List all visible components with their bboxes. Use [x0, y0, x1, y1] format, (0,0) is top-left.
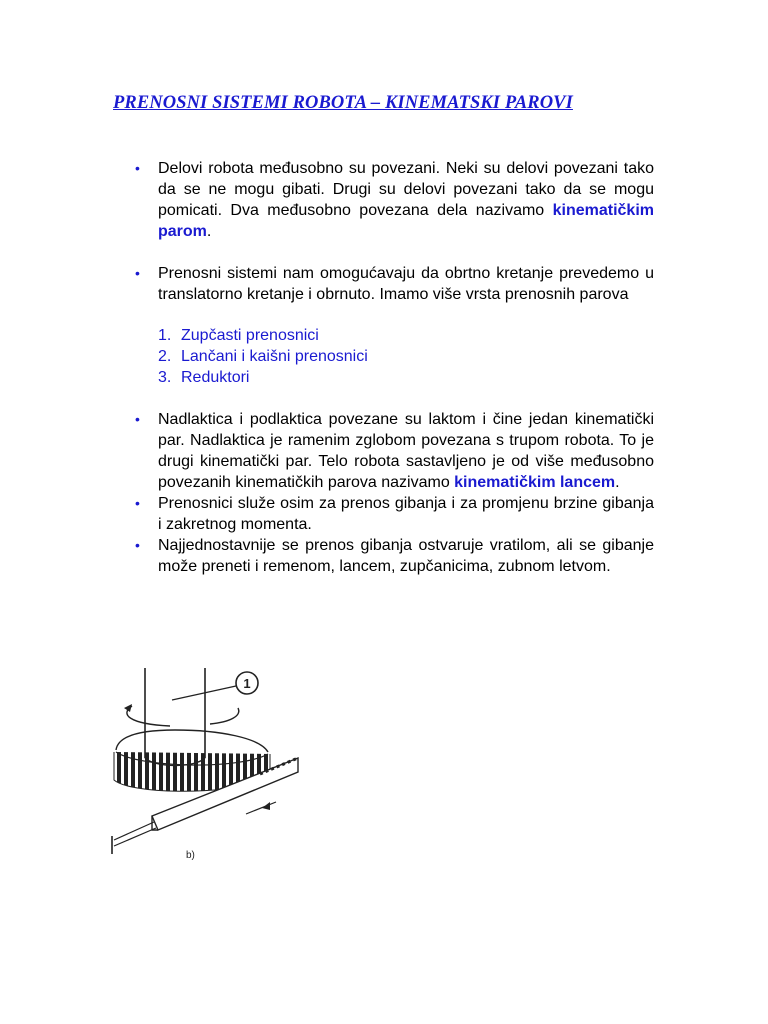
- bullet-paragraph-3: [135, 409, 654, 493]
- term-kinematic-chain: kinematičkim lancem: [454, 474, 616, 491]
- paragraph-text: Prenosnici služe osim za prenos gibanja i za promjenu brzine gibanja i zakretnog momenta.: [158, 495, 654, 533]
- figure-caption: b): [186, 850, 195, 861]
- bullet-paragraph-1: [135, 158, 654, 242]
- list-item: [158, 325, 654, 346]
- list-item: [158, 367, 654, 388]
- list-number: 2.: [158, 348, 172, 365]
- paragraph-text: Nadlaktica i podlaktica povezane su laktom i čine jedan kinematički par. Nadlaktica je ramenim zglobom povezana s trupom robota. To je drugi kinematički par. Telo robota sastavljeno je od više međusobno povezanih kinematičkih parova nazivamo: [158, 411, 654, 491]
- rack-and-pinion-figure: [110, 668, 310, 863]
- paragraph-end: .: [615, 474, 620, 491]
- document-body: [135, 158, 654, 577]
- list-item: [158, 346, 654, 367]
- list-item-label: Zupčasti prenosnici: [181, 327, 319, 344]
- bullet-dot: •: [135, 265, 140, 281]
- rack-and-pinion-illustration: [110, 668, 310, 863]
- list-item-label: Lančani i kaišni prenosnici: [181, 348, 368, 365]
- paragraph-text: Prenosni sistemi nam omogućavaju da obrtno kretanje prevedemo u translatorno kretanje i obrnuto. Imamo više vrsta prenosnih parova: [158, 265, 654, 303]
- callout-number: 1: [243, 676, 251, 691]
- bullet-paragraph-4: [135, 493, 654, 535]
- bullet-paragraph-5: [135, 535, 654, 577]
- bullet-dot: •: [135, 411, 140, 427]
- list-number: 3.: [158, 369, 172, 386]
- list-item-label: Reduktori: [181, 369, 250, 386]
- document-title: PRENOSNI SISTEMI ROBOTA – KINEMATSKI PAROVI: [113, 93, 573, 113]
- term-kinematic-pair: kinematičkim parom: [158, 202, 654, 240]
- paragraph-end: .: [206, 223, 212, 240]
- bullet-dot: •: [135, 537, 140, 553]
- list-number: 1.: [158, 327, 172, 344]
- paragraph-text: Najjednostavnije se prenos gibanja ostvaruje vratilom, ali se gibanje može preneti i remenom, lancem, zupčanicima, zubnom letvom.: [158, 537, 654, 575]
- bullet-dot: •: [135, 160, 140, 176]
- paragraph-text: Delovi robota međusobno su povezani. Neki su delovi povezani tako da se ne mogu gibati. Drugi su delovi povezani tako da se mogu pomicati. Dva međusobno povezana dela nazivamo: [158, 160, 654, 219]
- transmission-types-list: [158, 325, 654, 388]
- bullet-dot: •: [135, 495, 140, 511]
- bullet-paragraph-2: [135, 263, 654, 305]
